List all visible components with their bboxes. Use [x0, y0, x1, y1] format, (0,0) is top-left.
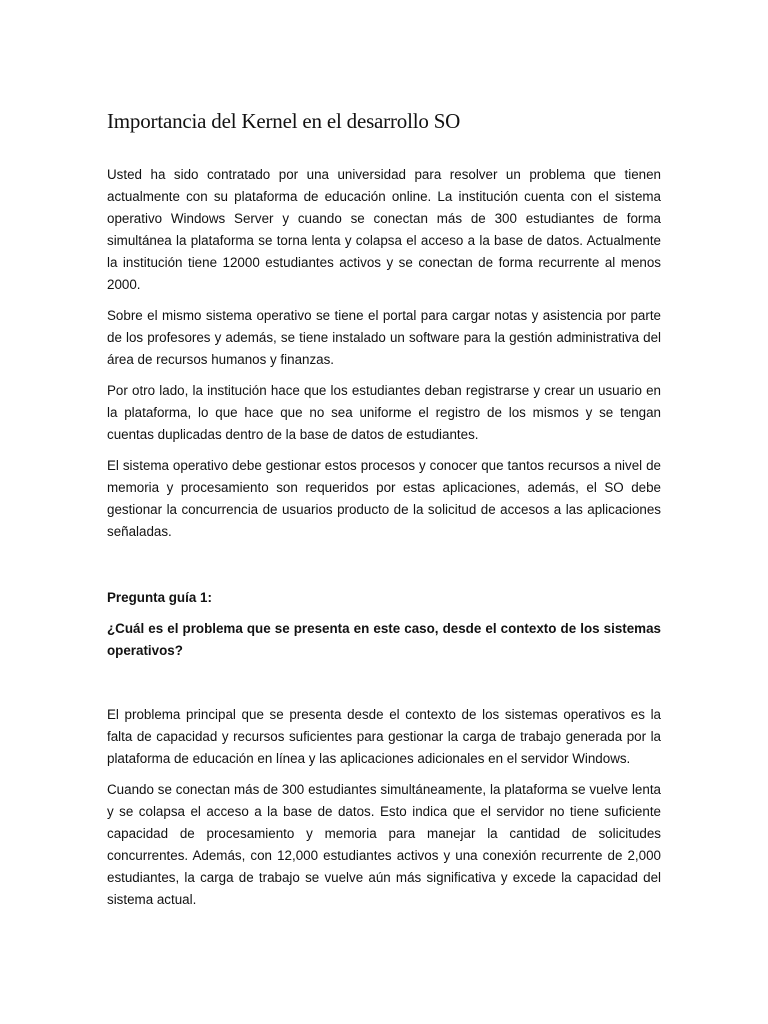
answer-paragraph-1: El problema principal que se presenta desde el contexto de los sistemas operativos es la falta de capacidad y recursos suficientes para gestionar la carga de trabajo generada por la plataforma de educación en línea y las aplicaciones adicionales en el servidor Windows.	[107, 707, 661, 766]
answer-paragraph-2: Cuando se conectan más de 300 estudiantes simultáneamente, la plataforma se vuelve lenta y se colapsa el acceso a la base de datos. Esto indica que el servidor no tiene suficiente capacidad de procesamiento y memoria para manejar la cantidad de solicitudes concurrentes. Además, con 12,000 estudiantes activos y una conexión recurrente de 2,000 estudiantes, la carga de trabajo se vuelve aún más significativa y excede la capacidad del sistema actual.	[107, 782, 661, 907]
guide-question-text: ¿Cuál es el problema que se presenta en este caso, desde el contexto de los sistemas operativos?	[107, 621, 661, 658]
document-title: Importancia del Kernel en el desarrollo SO	[107, 109, 461, 133]
intro-paragraph-1: Usted ha sido contratado por una universidad para resolver un problema que tienen actualmente con su plataforma de educación online. La institución cuenta con el sistema operativo Windows Server y cuando se conectan más de 300 estudiantes de forma simultánea la plataforma se torna lenta y colapsa el acceso a la base de datos. Actualmente la institución tiene 12000 estudiantes activos y se conectan de forma recurrente al menos 2000.	[107, 167, 661, 292]
intro-paragraph-3: Por otro lado, la institución hace que los estudiantes deban registrarse y crear un usuario en la plataforma, lo que hace que no sea uniforme el registro de los mismos y se tengan cuentas duplicadas dentro de la base de datos de estudiantes.	[107, 383, 661, 442]
spacer	[107, 662, 661, 704]
intro-paragraph-2: Sobre el mismo sistema operativo se tiene el portal para cargar notas y asistencia por parte de los profesores y además, se tiene instalado un software para la gestión administrativa del área de recursos humanos y finanzas.	[107, 308, 661, 367]
document-page	[107, 108, 661, 920]
intro-paragraph-4: El sistema operativo debe gestionar estos procesos y conocer que tantos recursos a nivel de memoria y procesamiento son requeridos por estas aplicaciones, además, el SO debe gestionar la concurrencia de usuarios producto de la solicitud de accesos a las aplicaciones señaladas.	[107, 458, 661, 539]
guide-question-heading: Pregunta guía 1:	[107, 590, 212, 605]
spacer	[107, 552, 661, 574]
